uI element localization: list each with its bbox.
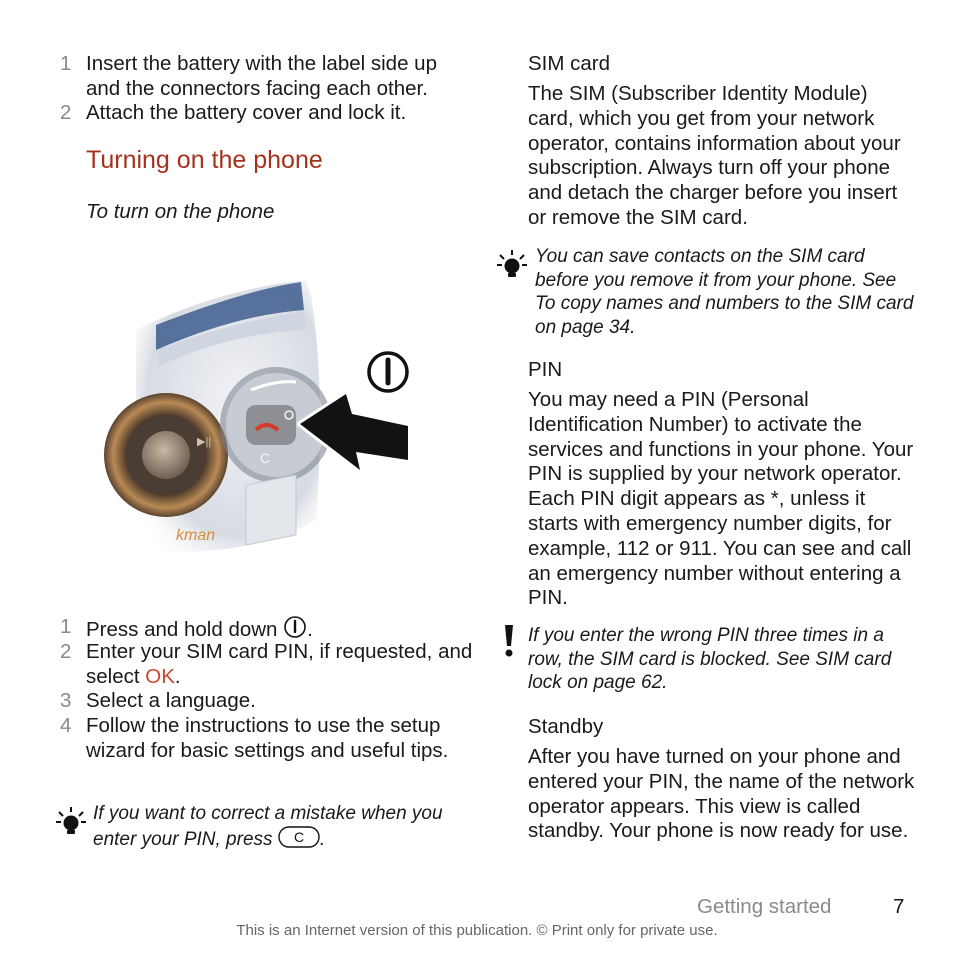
svg-text:kman: kman	[176, 527, 216, 544]
step-text: Attach the battery cover and lock it.	[86, 101, 407, 124]
standby-body: After you have turned on your phone and entered your PIN, the name of the network operator appears. This view is called standby. Your phone is now ready for use.	[528, 745, 915, 843]
step-text-part: Press and hold down	[86, 618, 278, 641]
step-number: 1	[60, 52, 72, 75]
sim-card-heading: SIM card	[528, 52, 611, 75]
tip-bulb-icon	[497, 249, 527, 284]
section-title: Turning on the phone	[86, 146, 323, 174]
pin-body: You may need a PIN (Personal Identification Number) to activate the services and functions in your phone. Your PIN is supplied by your network operator. Each PIN digit appears as *, unless it starts with emergency number digits, for example, 112 or 911. You can see and call an emergency number without entering a PIN.	[528, 388, 914, 610]
procedure-title: To turn on the phone	[86, 200, 275, 223]
step-text-part: .	[174, 664, 181, 688]
step-text: Select a language.	[86, 689, 256, 712]
step-number: 1	[60, 615, 72, 638]
step-text-part: .	[307, 618, 313, 641]
standby-heading: Standby	[528, 715, 604, 738]
warning-exclamation-icon	[503, 624, 515, 663]
tip-text: If you want to correct a mistake when you enter your PIN, press	[93, 803, 443, 850]
tip-bulb-icon	[56, 806, 86, 841]
step-text-part: Enter your SIM card PIN, if requested, and select	[86, 640, 473, 688]
pin-heading: PIN	[528, 358, 563, 381]
tip-sim: You can save contacts on the SIM card before you remove it from your phone. See To copy names and numbers to the SIM card on page 34.	[535, 246, 914, 338]
tip-correct-mistake	[93, 802, 473, 854]
step-number: 4	[60, 714, 72, 737]
svg-text:C: C	[260, 450, 271, 466]
c-key-label: C	[293, 828, 304, 845]
copyright-notice: This is an Internet version of this publication. © Print only for private use.	[236, 922, 718, 939]
warning-pin: If you enter the wrong PIN three times in a row, the SIM card is blocked. See SIM card lock on page 62.	[528, 625, 892, 694]
tip-text: .	[319, 828, 326, 850]
c-key-icon	[278, 826, 320, 855]
step-number: 2	[60, 640, 72, 663]
svg-text:▶||: ▶||	[197, 436, 212, 448]
step-number: 3	[60, 689, 72, 712]
step-text: Follow the instructions to use the setup wizard for basic settings and useful tips.	[86, 714, 449, 762]
footer-section: Getting started	[697, 895, 832, 918]
page-number: 7	[893, 895, 905, 918]
ok-softkey-label: OK	[145, 664, 175, 688]
arrow-icon	[296, 390, 414, 477]
step-text: Insert the battery with the label side up and the connectors facing each other.	[86, 52, 437, 100]
sim-card-body: The SIM (Subscriber Identity Module) card, which you get from your network operator, contains information about your subscription. Always turn off your phone and detach the charger before you insert or remove the SIM card.	[528, 82, 901, 229]
step-text	[86, 640, 476, 690]
step-number: 2	[60, 101, 72, 124]
